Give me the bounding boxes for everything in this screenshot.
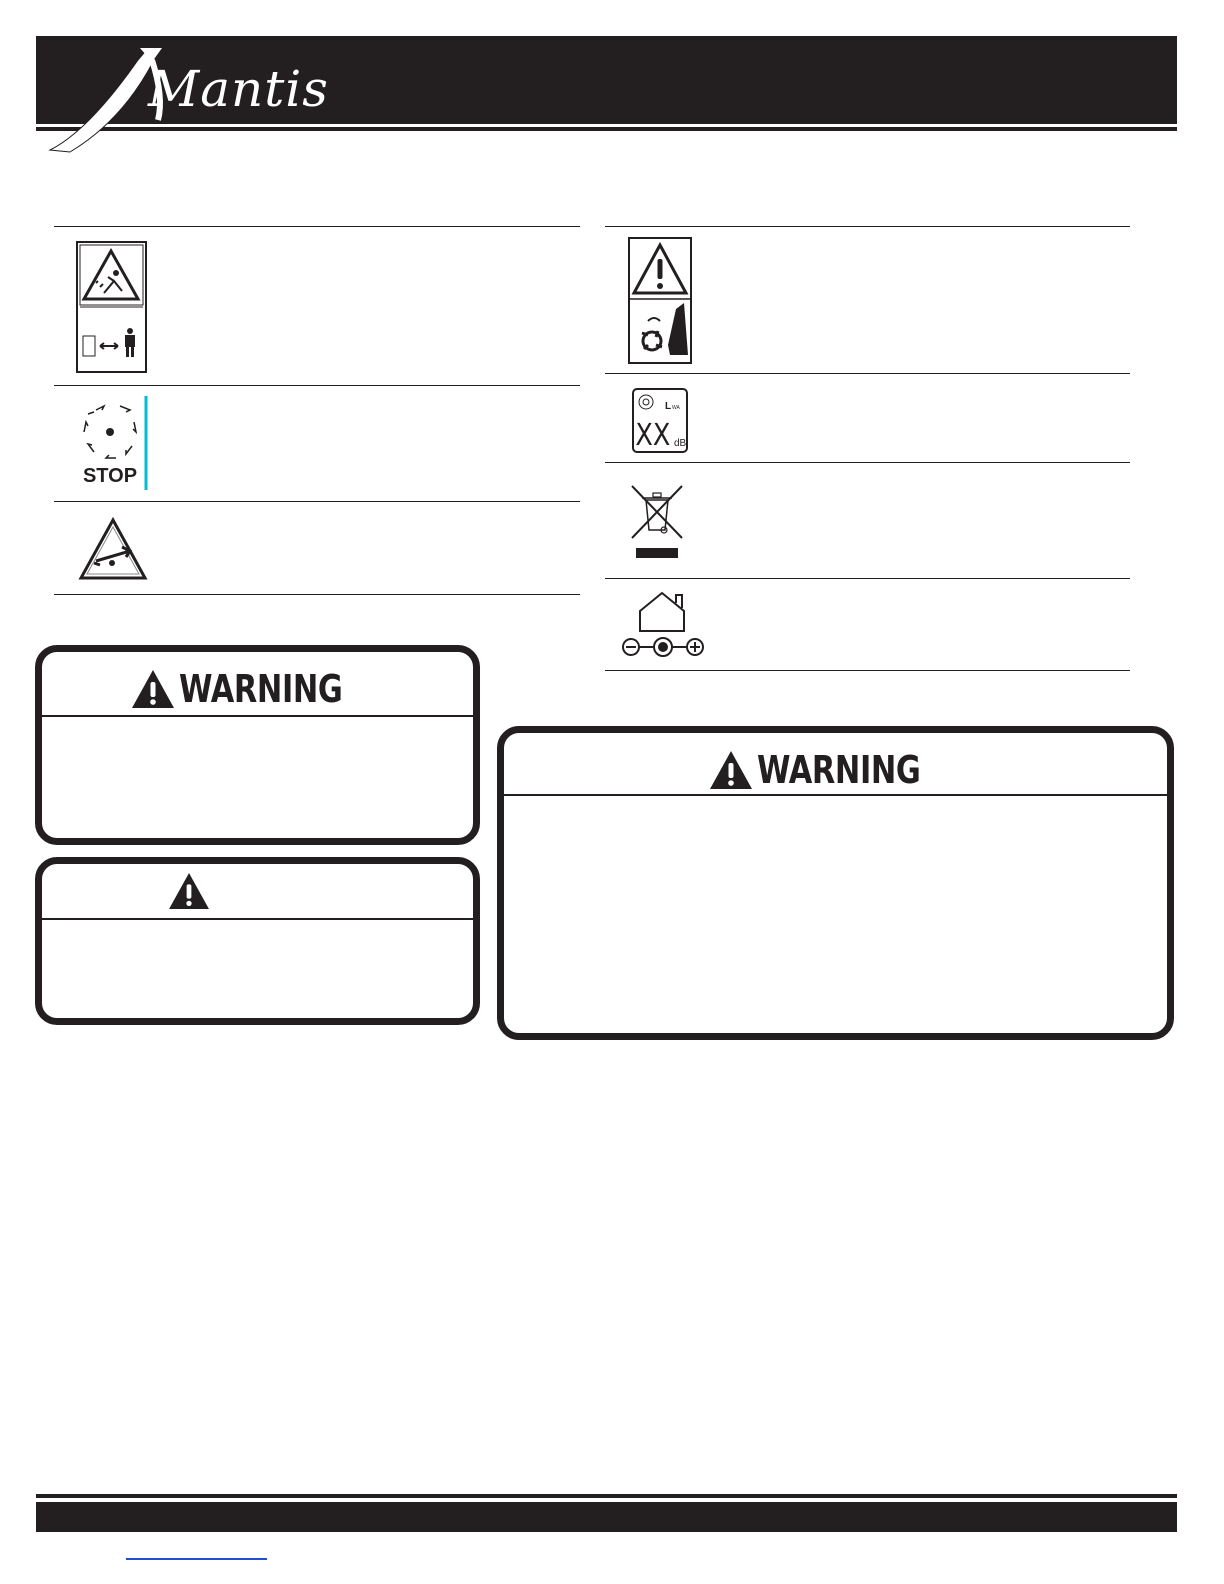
sound-level-icon	[632, 388, 688, 453]
table-rule	[605, 373, 1130, 374]
warning-header	[504, 747, 1167, 793]
brand-logo: Mantis	[148, 60, 329, 118]
warning-label: WARNING	[179, 667, 343, 711]
table-rule	[54, 594, 580, 595]
tines-foot-hazard-icon	[628, 237, 692, 364]
caution-divider	[42, 918, 473, 920]
sound-level-symbol: L	[665, 401, 672, 412]
sound-level-subscript: WA	[672, 405, 680, 411]
table-rule	[605, 462, 1130, 463]
warning-divider	[42, 715, 473, 717]
wrench-warning-icon	[78, 517, 148, 581]
warning-divider	[504, 794, 1167, 796]
thrown-objects-icon	[76, 241, 147, 373]
footer-rule	[36, 1494, 1177, 1498]
crossed-bin-icon	[628, 484, 686, 560]
warning-triangle-icon	[131, 669, 175, 709]
link-underline[interactable]	[126, 1558, 267, 1560]
sound-level-value: XX	[635, 416, 671, 453]
table-rule	[54, 226, 580, 227]
warning-header	[42, 666, 473, 712]
sound-level-unit: dB	[674, 438, 687, 449]
caution-box	[35, 857, 480, 1025]
warning-triangle-icon	[709, 750, 753, 790]
table-rule	[605, 226, 1130, 227]
table-rule	[54, 385, 580, 386]
warning-box	[35, 645, 480, 845]
house-polarity-icon	[620, 589, 706, 659]
rotating-tines-stop-icon	[76, 396, 148, 490]
stop-label: STOP	[82, 465, 138, 487]
warning-label: WARNING	[757, 748, 921, 792]
warning-box	[497, 726, 1174, 1040]
table-rule	[605, 578, 1130, 579]
table-rule	[605, 670, 1130, 671]
table-rule	[54, 501, 580, 502]
warning-triangle-icon	[168, 872, 210, 910]
footer-bar	[36, 1502, 1177, 1532]
